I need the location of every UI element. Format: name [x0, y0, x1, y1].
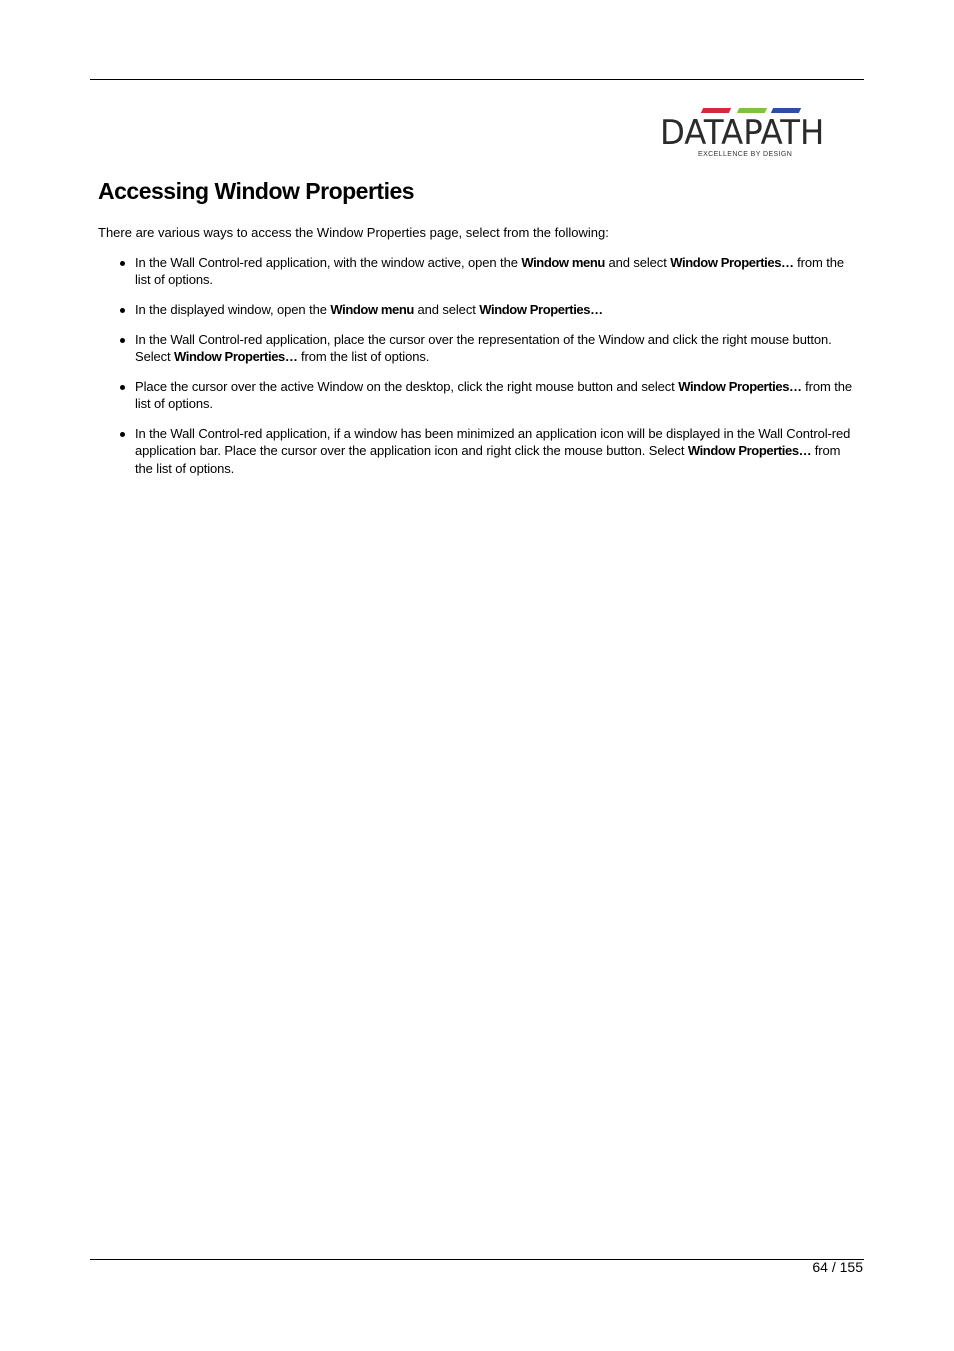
bold-term: Window Properties…	[687, 443, 812, 459]
bullet-icon	[120, 261, 125, 266]
logo-color-bars	[700, 104, 840, 112]
footer-rule	[90, 1259, 864, 1260]
bold-term: Window Properties…	[479, 302, 603, 318]
list-item	[135, 301, 855, 318]
list-item	[135, 331, 855, 366]
logo-tagline: EXCELLENCE BY DESIGN	[698, 151, 793, 158]
list-item-text: from the list of options.	[135, 255, 845, 288]
list-item-text: In the Wall Control-red application, place the cursor over the representation of the Window and click the right mouse button. Select	[135, 331, 832, 365]
page-number: 64 / 155	[812, 1259, 863, 1275]
list-item-text: and select	[413, 302, 480, 318]
list-item-text: In the Wall Control-red application, with the window active, open the	[135, 255, 522, 270]
list-item	[135, 254, 855, 289]
bullet-icon	[120, 338, 125, 343]
header-rule	[90, 79, 864, 80]
access-methods-list	[135, 254, 855, 489]
page-title: Accessing Window Properties	[98, 178, 415, 204]
list-item-text: from the list of options.	[135, 378, 853, 412]
list-item	[135, 425, 855, 477]
bullet-icon	[120, 308, 125, 313]
bullet-icon	[120, 385, 125, 390]
datapath-logo	[660, 104, 836, 160]
logo-wordmark: DATAPATH	[660, 113, 825, 153]
list-item-text: In the displayed window, open the	[135, 302, 331, 318]
list-item-text: from the list of options.	[135, 443, 841, 476]
list-item-text: from the list of options.	[297, 349, 430, 365]
bold-term: Window Properties…	[174, 349, 298, 365]
bullet-icon	[120, 432, 125, 437]
list-item	[135, 378, 855, 413]
bold-term: Window Properties…	[670, 255, 794, 270]
list-item-text: In the Wall Control-red application, if a window has been minimized an application icon will be displayed in the Wall Control-red application bar. Place the cursor over the application icon and right click the mouse button. Select	[135, 426, 851, 459]
bold-term: Window menu	[330, 302, 414, 318]
bold-term: Window menu	[521, 255, 605, 270]
list-item-text: and select	[604, 255, 671, 270]
bold-term: Window Properties…	[678, 378, 802, 394]
intro-paragraph: There are various ways to access the Window Properties page, select from the following:	[98, 225, 609, 240]
list-item-text: Place the cursor over the active Window on the desktop, click the right mouse button and select	[135, 378, 679, 394]
